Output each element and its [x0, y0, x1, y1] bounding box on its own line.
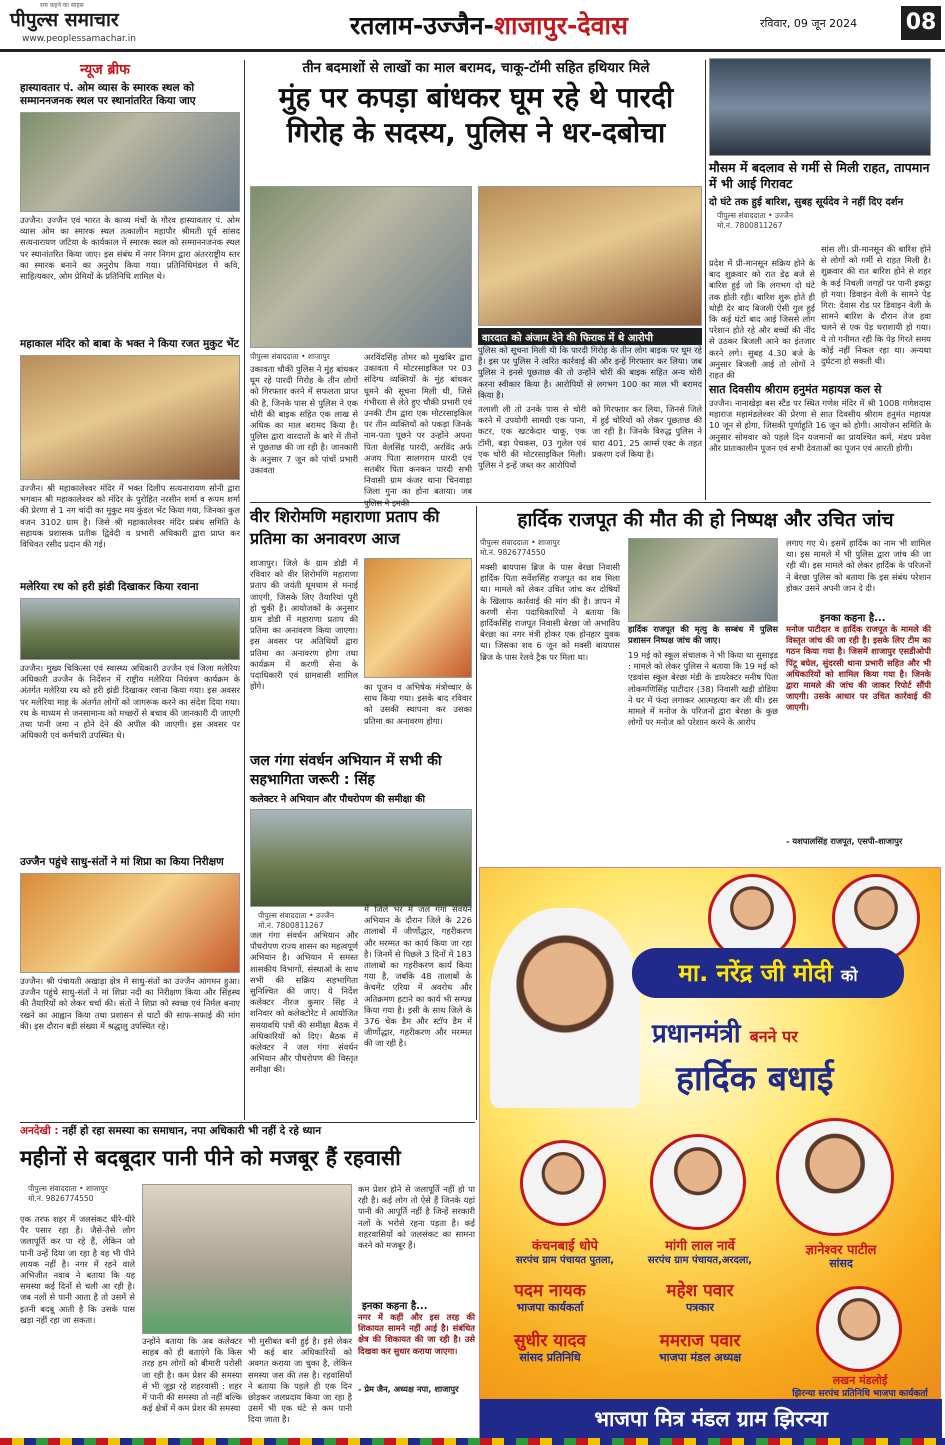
brief-4-title: उज्जैन पहुंचे साधु-संतों ने मां शिप्रा का किया निरीक्षण [20, 856, 224, 868]
column-divider [476, 506, 477, 1120]
p4-role: भाजपा कार्यकर्ता [516, 1301, 584, 1314]
p2-portrait [650, 1134, 746, 1230]
hardik-mobile: मो.नं. 9826774550 [480, 548, 546, 557]
page-number: 08 [901, 6, 941, 40]
lead-story [250, 58, 702, 500]
p8-portrait [816, 1286, 902, 1372]
weather-body-col-1: प्रदेश में प्री-मानसून सक्रिय होने के बाद शुक्रवार को रात डेढ़ बजे से बारिश हुई जो कि लगभग दो घंटे तक होती रही। बारिश शुरू होते ही थोड़ी देर बाद बिजली ऐसी गुल हुई कि कई घंटों बाद आई जिससे लोग परेशान होते रहे और बच्चों की नींद से उठकर बिजली आने का इंतजार करने लगे। सुबह 4.30 बजे के अनुसार बिजली आई तो लोगों ने राहत की [709, 258, 815, 381]
p1-portrait [520, 1140, 606, 1226]
brief-1-body: उज्जैन। उज्जैन एवं भारत के काव्य मंचों के गौरव हास्यावतार पं. ओम व्यास ओम का स्मारक स्थल तत्कालीन महापौर श्रीमती पूर्व सांसद सत्यनारायण जटिया के कार्यकाल में स्मारक स्थल को सम्माननजनक स्थल पर स्थानांतरित किया जाए। इस संबंध में नगर निगम द्वारा अंतरराष्ट्रीय स्तर का स्मारक बनाने का अनुरोध किया गया। प्रतिनिधिमंडल में कवि, साहित्यकार, ओम प्रेमियों के प्रतिनिधि शामिल थे। [20, 215, 240, 282]
jal-mobile: मो.नं. 7800811267 [258, 921, 324, 930]
water-body-col-4: भी मुसीबत बनी हुई है। इसे लेकर भी कई बार अधिकारियों को अवगत कराया जा चुका है, लेकिन समस्या जस की तस है। रहवासियों ने बताया कि पहले ही एक दिन छोड़कर जलप्रदाय किया जा रहा है उसमें भी एक घंटे से कम पानी दिया जाता है। [248, 1336, 352, 1425]
water-byline: पीपुल्स संवाददाता • शाजापुर [28, 1184, 108, 1193]
lead-kicker: तीन बदमाशों से लाखों का माल बरामद, चाकू-टॉमी सहित हथियार मिले [302, 60, 650, 76]
water-kicker [20, 1124, 475, 1138]
water-body-col-2: उन्होंने बताया कि अब कलेक्टर साहब को ही बताएंगे कि किस तरह हम लोगों को बीमारी परोसी जा रही है। कम प्रेशर की समस्या से भी जूझ रहे शहरवासी : शहर में पानी की समस्या तो नहीं बल्कि कई क्षेत्रों में कम प्रेशर की समस्या [142, 1336, 242, 1414]
water-kicker-text: नहीं हो रहा समस्या का समाधान, नपा अधिकारी भी नहीं दे रहे ध्यान [62, 1125, 322, 1137]
jal-story [250, 752, 472, 1120]
lead-byline: पीपुल्स संवाददाता • शाजापुर [250, 352, 330, 361]
lead-photo-accused [250, 186, 472, 348]
brief-3-photo [20, 598, 240, 660]
p7-role: भाजपा मंडल अध्यक्ष [658, 1351, 742, 1364]
ad-line-3: हार्दिक बधाई [676, 1059, 834, 1099]
pm-portrait [490, 908, 640, 1108]
brief-2-body: उज्जैन। श्री महाकालेश्वर मंदिर में भक्त दिलीप सत्यनारायण सोनी द्वारा भगवान श्री महाकालेश्वर को मंदिर के पुरोहित नरसीन शर्मा व रूपम शर्मा की प्रेरणा से 1 नग चांदी का मुकुट मय कुंडल भेंट किया गया, जिनका कुल वजन 3102 ग्राम है। जिसे श्री महाकालेश्वर मंदिर प्रबंध समिति के सहायक प्रशासक प्रतीक द्विवेदी व प्रभारी अधिकारी द्वारा प्राप्त कर विधिवत रसीद प्रदान की गई। [20, 483, 240, 550]
hardik-headline: हार्दिक राजपूत की मौत की हो निष्पक्ष और उचित जांच [517, 509, 894, 531]
weather-photo [709, 58, 931, 156]
weather-byline: पीपुल्स संवाददाता • उज्जैन [717, 211, 794, 220]
weather-story [709, 58, 931, 500]
hardik-byline: पीपुल्स संवाददाता • शाजापुर [480, 538, 560, 547]
water-body-col-3: कम प्रेशर होने से जलापूर्ति नहीं हो पा रही है। कई लोग तो ऐसे हैं जिनके यहां पानी की आपूर्ति नहीं है जिन्हें सरकारी नलों के भरोसे रहना पड़ता है। कई शहरवासियों को जलसंकट का सामना करने को मजबूर हैं। [358, 1184, 475, 1251]
hardik-quote-title: इनका कहना है... [820, 613, 886, 624]
brief-4-photo [20, 873, 240, 973]
masthead-logo [10, 2, 119, 32]
masthead-tagline: सच कहने का साहस [40, 2, 84, 9]
p8-role: झिरन्या सरपंच प्रतिनिधि भाजपा कार्यकर्ता [792, 1389, 928, 1399]
lead-photo-seized-items [478, 186, 702, 326]
lead-body-col-1: उकावता चौकी पुलिस ने मुंह बांधकर घूम रहे पारदी गिरोह के तीन लोगों को गिरफ्तार करने में सफलता प्राप्त की है, जिनके पास से पुलिस ने एक चोरी की बाइक सहित एक लाख से अधिक का माल बरामद किया है। पुलिस द्वारा वारदातों के बारे में तीनों से पूछताछ की जा रही है। जानकारी के अनुसार 7 जून को पांचों प्रभारी उकावता [250, 364, 358, 475]
water-quote-by: - प्रेम जैन, अध्यक्ष नपा, शाजापुर [358, 1384, 459, 1394]
issue-date: रविवार, 09 जून 2024 [760, 17, 858, 30]
p2-role: सरपंच ग्राम पंचायत,अरदला, [647, 1255, 753, 1266]
p6-role: सांसद प्रतिनिधि [519, 1351, 581, 1364]
section-rule [250, 502, 931, 503]
p3-role: सांसद [829, 1257, 853, 1270]
pratap-body-col-2: का पूजन व अभिषेक मंत्रोच्चार के साथ किया गया। इसके बाद रविवार को उसकी स्थापना कर उसका प्रतिमा का अनावरण होगा। [364, 682, 472, 726]
hardik-quote-body: मनोज पाटीदार व हार्दिक राजपूत के मामले की विस्तृत जांच की जा रही है। इसके लिए टीम का गठन किया गया है। जिसमें शाजापुर एसडीओपी पिंटू बघेल, सुंदरसी थाना प्रभारी सहित और भी अधिकारियों को शामिल किया गया है। जिनके द्वारा मामले की जांच की जाकर रिपोर्ट सौंपी जाएगी। उसके आधार पर उचित कार्रवाई की जाएगी। [786, 624, 931, 713]
weather-headline: मौसम में बदलाव से गर्मी से मिली राहत, तापमान में भी आई गिरावट [709, 160, 930, 191]
water-kicker-label: अनदेखी : [20, 1125, 59, 1137]
hardik-body-col-2: 19 मई को स्कूल संचालक ने भी किया था सुसाइड : मामले को लेकर पुलिस ने बताया कि 19 मई को एडवांस स्कूल बेरछा मंडी के डायरेक्टर मनीष पिता लोकमणिसिंह पाटीदार (38) निवासी खड़ी डोडिया ने घर में फंदा लगाकर आत्महत्या कर ली थी। इस मामले में मनोज के परिजनों द्वारा बेरछा के कुछ लोगों पर मनोज को परेशान करने के आरोप [628, 650, 778, 728]
column-divider [244, 60, 245, 1120]
hardik-photo-caption: हार्दिक राजपूत की मृत्यु के सम्बंध में पुलिस प्रशासन निष्पक्ष जांच की जाए। [628, 624, 778, 646]
pratap-body-col-1: शाजापुर। जिले के ग्राम डोडी में रविवार को वीर शिरोमणि महाराणा प्रताप की जयंती धूमधाम से मनाई जाएगी, जिसके लिए तैयारियां पूरी हो चुकी हैं। आयोजकों के अनुसार ग्राम डोडी में महाराणा प्रताप की प्रतिमा का अनावरण किया जाएगा। इस अवसर पर अतिथियों द्वारा प्रतिमा का अनावरण होगा तथा कार्यक्रम में करणी सेना के पदाधिकारी एवं ग्रामवासी शामिल होंगे। [250, 558, 358, 692]
pratap-story [250, 506, 472, 746]
edition-title [350, 8, 628, 42]
water-headline: महीनों से बदबूदार पानी पीने को मजबूर हैं रहवासी [20, 1146, 401, 1170]
lead-photo-caption: वारदात को अंजाम देने की फिराक में थे आरोपी [478, 328, 702, 346]
brief-2-photo [20, 355, 240, 480]
column-divider [705, 60, 706, 500]
edition-title-part-2: शाजापुर-देवास [494, 11, 628, 40]
p1-role: सरपंच ग्राम पंचायत पुतला, [515, 1255, 615, 1266]
brief-1-photo [20, 112, 240, 212]
lead-body-col-3: तलाशी ली तो उनके पास से चोरी करने में उपयोगी सामग्री एक पाना, कटर, एक खटकेदार चाकू, एक टॉमी, बड़ा पेचकस, 03 गुलेल एवं एक चोरी की मोटरसाइकिल मिली। पुलिस ने इन्हें जब्त कर आरोपियों [478, 404, 586, 471]
brief-3-title: मलेरिया रथ को हरी झंडी दिखाकर किया रवाना [20, 581, 199, 593]
brief-1-title: हास्यावतार पं. ओम व्यास के स्मारक स्थल को सम्माननजनक स्थल पर स्थानांतरित किया जाए [20, 82, 196, 107]
hardik-body-col-1: मक्सी बायपास ब्रिज के पास बेरछा निवासी हार्दिक पिता सर्वेशसिंह राजपूत का शव मिला था। मामले को लेकर उचित जांच कर दोषियों के खिलाफ कार्रवाई की मांग की है। ज्ञापन में करणी सेना पदाधिकारियों ने बताया कि हार्दिकसिंह राजपूत निवासी बेरछा जो अभाविप बेरछा का नगर मंत्री होकर एक होनहार युवक था। जिसका शव 6 जून को मक्सी बायपास ब्रिज के पास रेलवे ट्रैक पर मिला था। [480, 562, 620, 662]
jal-body-col-1: जल गंगा संवर्धन अभियान और पौधरोपण राज्य शासन का महत्वपूर्ण अभियान है। अभियान में समस्त शासकीय विभागों, संस्थाओं के साथ सभी की सक्रिय सहभागिता सुनिश्चित की जाए। ये निर्देश कलेक्टर नीरज कुमार सिंह ने शनिवार को कलेक्टोरेट में आयोजित समयावधि पत्रों की समीक्षा बैठक में अधिकारियों को दिए। बैठक में कलेक्टर ने जल गंगा संवर्धन अभियान और पौधरोपण की विस्तृत समीक्षा की। [250, 930, 358, 1075]
p3-name: ज्ञानेश्वर पाटील [805, 1243, 877, 1258]
ad-line-2 [652, 1014, 798, 1050]
masthead-bar [0, 0, 945, 52]
water-photo [142, 1184, 352, 1334]
hardik-quote-by: - यशपालसिंह राजपूत, एसपी-शाजापुर [786, 836, 903, 846]
yagya-title: सात दिवसीय श्रीराम हनुमंत महायज्ञ कल से [709, 383, 882, 396]
pratap-headline: वीर शिरोमणि महाराणा प्रताप की प्रतिमा का अनावरण आज [250, 507, 440, 548]
p8-name: लखन मंडलोई [832, 1374, 888, 1387]
page-bottom-strip [0, 1438, 945, 1445]
weather-body-col-2: सांस ली। प्री-मानसून की बारिश होने से लोगों को गर्मी से राहत मिली है। शुक्रवार की रात बारिश होने से शहर के कई निचली जगहों पर पानी इकट्ठा हो गया। डिवाइन वेली के सामने पेड़ गिरा: देवास रोड पर डिवाइन वेली के सामने बारिश के दौरान तेज हवा चलने से एक पेड़ धराशायी हो गया। ये तो गनीमत रही कि पेड़ गिरते समय कोई नहीं निकल रहा था। अन्यथा दुर्घटना हो सकती थी। [821, 244, 931, 367]
masthead-title: पीपुल्स समाचार [10, 9, 119, 31]
brief-2-title: महाकाल मंदिर को बाबा के भक्त ने किया रजत मुकुट भेंट [20, 338, 239, 350]
p5-name: महेश पवार [666, 1281, 734, 1301]
jal-byline: पीपुल्स संवाददाता • उज्जैन [258, 911, 335, 920]
p2-name: मांगी लाल नार्वे [665, 1239, 735, 1254]
water-quote-body: नगर में कहीं और इस तरह की शिकायत सामने नहीं आई है। संबंधित क्षेत्र की शिकायत की जा रही है। उसे दिखवा कर सुधार कराया जाएगा। [358, 1312, 475, 1356]
water-body-col-1: एक तरफ शहर में जलसंकट धीरे-धीरे पैर पसार रहा है। जैसे-तैसे लोग जलापूर्ति कर पा रहे हैं, लेकिन जो पानी उन्हें दिया जा रहा है वह भी पीने लायक नहीं है। नगर में रहने वाले अभिजीत नवाब ने बताया कि यह समस्या कई दिनों से चली आ रही है। जब नलों से पानी आता है तो उसमें से इतनी बदबू आती है कि उसके पास खड़ा नहीं रहा जा सकता। [20, 1214, 135, 1325]
ad-banner-line-1 [632, 948, 904, 998]
lead-body-col-4: को गिरफ्तार कर लिया, जिनसे जिले में हुई चोरियों को लेकर पूछताछ की जा रही है। जिनके विरुद्ध पुलिस ने धारा 401, 25 आर्म्स एक्ट के तहत प्रकरण दर्ज किया है। [592, 404, 702, 459]
ad-line-2-a: प्रधानमंत्री [652, 1019, 741, 1049]
hardik-body-col-3: लगाए गए थे। इसमें हार्दिक का नाम भी शामिल था। इस मामले में भी पुलिस द्वारा जांच की जा रही थी। इस मामले को लेकर हार्दिक के परिजनों ने बेरछा पुलिस को बताया कि इस संबंध परेशान होकर उसने अपनी जान दे दी। [786, 538, 931, 593]
water-story [20, 1124, 475, 1436]
edition-title-part-1: रतलाम-उज्जैन- [350, 11, 495, 40]
water-mobile: मो.नं. 9826774550 [28, 1194, 94, 1203]
p3-portrait [776, 1118, 894, 1236]
p6-name: सुधीर यादव [514, 1331, 586, 1351]
ad-line-2-b: बनने पर [749, 1027, 798, 1046]
p4-name: पदम नायक [514, 1281, 586, 1301]
brief-3-body: उज्जैन। मुख्य चिकित्सा एवं स्वास्थ्य अधिकारी उज्जैन एवं जिला मलेरिया अधिकारी उज्जैन के निर्देशन में राष्ट्रीय मलेरिया नियंत्रण कार्यक्रम के अंतर्गत मलेरिया रथ को हरी झंडी दिखाकर रवाना किया गया। इस अवसर पर मलेरिया माह के अंतर्गत लोगों को जागरूक करने का संदेश दिया गया। रथ के माध्यम से जनसामान्य को मच्छरों से बचाव की जानकारी दी जाएगी तथा पानी जमा न होने देने की अपील की जाएगी। इस अवसर पर अधिकारी एवं कर्मचारी उपस्थित थे। [20, 663, 240, 741]
congratulations-advertisement [479, 867, 941, 1440]
pratap-photo [364, 558, 472, 678]
brief-4-body: उज्जैन। श्री पंचायती अखाड़ा क्षेत्र में साधु-संतों का उज्जैन आगमन हुआ। उज्जैन पहुंचे साधु-संतों ने मां शिप्रा नदी का निरीक्षण किया और सिंहस्थ की तैयारियों को लेकर चर्चा की। संतों ने शिप्रा को स्वच्छ एवं निर्मल बनाए रखने का आह्वान किया तथा प्रशासन से घाटों की साफ-सफाई की मांग की। इस दौरान बड़ी संख्या में श्रद्धालु उपस्थित रहे। [20, 976, 240, 1031]
water-quote-title: इनका कहना है... [362, 1301, 428, 1312]
weather-mobile: मो.नं. 7800811267 [717, 221, 783, 230]
p7-name: ममराज पवार [659, 1331, 741, 1351]
p1-name: कंचनबाई धोपे [532, 1239, 598, 1254]
ad-banner-name: मा. नरेंद्र जी मोदी [678, 959, 833, 987]
p5-role: पत्रकार [685, 1301, 715, 1314]
section-news-brief: न्यूज ब्रीफ [80, 62, 130, 78]
ad-banner-to: को [841, 966, 858, 985]
yagya-body: उज्जैन। नानाखेड़ा बस स्टैंड पर स्थित गणेश मंदिर में श्री 1008 गणेशदास महाराज महामंडलेश्वर की प्रेरणा से सात दिवसीय श्रीराम हनुमंत महायज्ञ 10 जून से होगा, जिसकी पूर्णाहुति 16 जून को होगी। आयोजन समिति के अनुसार सोमवार को पहले दिन यजमानों का प्रायश्चित कर्म, मंडप प्रवेश और प्रातःकालीन पूजन एवं सभी देवताओं का पूजन एवं आरती होगी। [709, 398, 931, 453]
site-url[interactable]: www.peoplessamachar.in [22, 34, 136, 44]
lead-headline: मुंह पर कपड़ा बांधकर घूम रहे थे पारदी गिरोह के सदस्य, पुलिस ने धर-दबोचा [278, 81, 674, 149]
jal-headline: जल गंगा संवर्धन अभियान में सभी की सहभागिता जरूरी : सिंह [250, 753, 442, 788]
hardik-photo [628, 538, 778, 622]
section-rule [20, 1122, 475, 1123]
lead-highlight-box: पुलिस को सूचना मिली थी कि पारदी गिरोह के तीन लोग बाइक पर घूम रहे हैं। इस पर पुलिस ने त्वरित कार्रवाई की और इन्हें गिरफ्तार कर लिया। जब पुलिस ने इनसे पूछताछ की तो उन्होंने चोरी की बाइक सहित अन्य चोरी करना स्वीकार किया है। आरोपियों से लगभग 100 का माल भी बरामद किया है। [478, 345, 702, 400]
lead-body-col-2: अरविंदसिंह तोमर को मुखबिर द्वारा उकावता में मोटरसाइकिल पर 03 संदिग्ध व्यक्तियों के मुंह बांधकर घूमने की सूचना मिली थी, जिसे गंभीरता से लेते हुए चौकी प्रभारी एवं उनकी टीम द्वारा एक मोटरसाइकिल पर तीन व्यक्तियों को पकड़ा जिनके नाम-पता पूछने पर उन्होंने अपना पिता वेलसिंह पारदी, अरविंद अर्फ अजय पिता सालगराम पारदी एवं सतबीर पिता कनकन पारदी सभी निवासी ग्राम कंजर थाना चिनवाड़ा जिला गुना का होना बताया। जब [364, 352, 472, 497]
jal-body-col-2: में जिले भर में जल गंगा संवर्धन अभियान के दौरान जिले के 226 तालाबों में जीर्णोद्धार, गहरीकरण और मरम्मत का कार्य किया जा रहा है। जिनमें से पिछले 3 दिनों में 183 तालाबों का गहरीकरण कार्य किया गया है, जबकि 48 तालाबों के केचमेंट एरिया में अवरोध और अतिक्रमण हटाने का कार्य भी सम्पन्न किया गया है। इसी के साथ जिले के 376 चेक डैम और स्टॉप डैम में जीर्णोद्धार, गहरीकरण और मरम्मत की जा रही है। [364, 904, 472, 1049]
left-column [20, 60, 240, 1120]
weather-subhead: दो घंटे तक हुई बारिश, सुबह सूर्यदेव ने नहीं दिए दर्शन [709, 197, 904, 208]
hardik-story [480, 506, 931, 862]
jal-photo [250, 809, 472, 907]
jal-subhead: कलेक्टर ने अभियान और पौधरोपण की समीक्षा की [250, 794, 425, 805]
ad-footer: भाजपा मित्र मंडल ग्राम झिरन्या [480, 1399, 942, 1439]
